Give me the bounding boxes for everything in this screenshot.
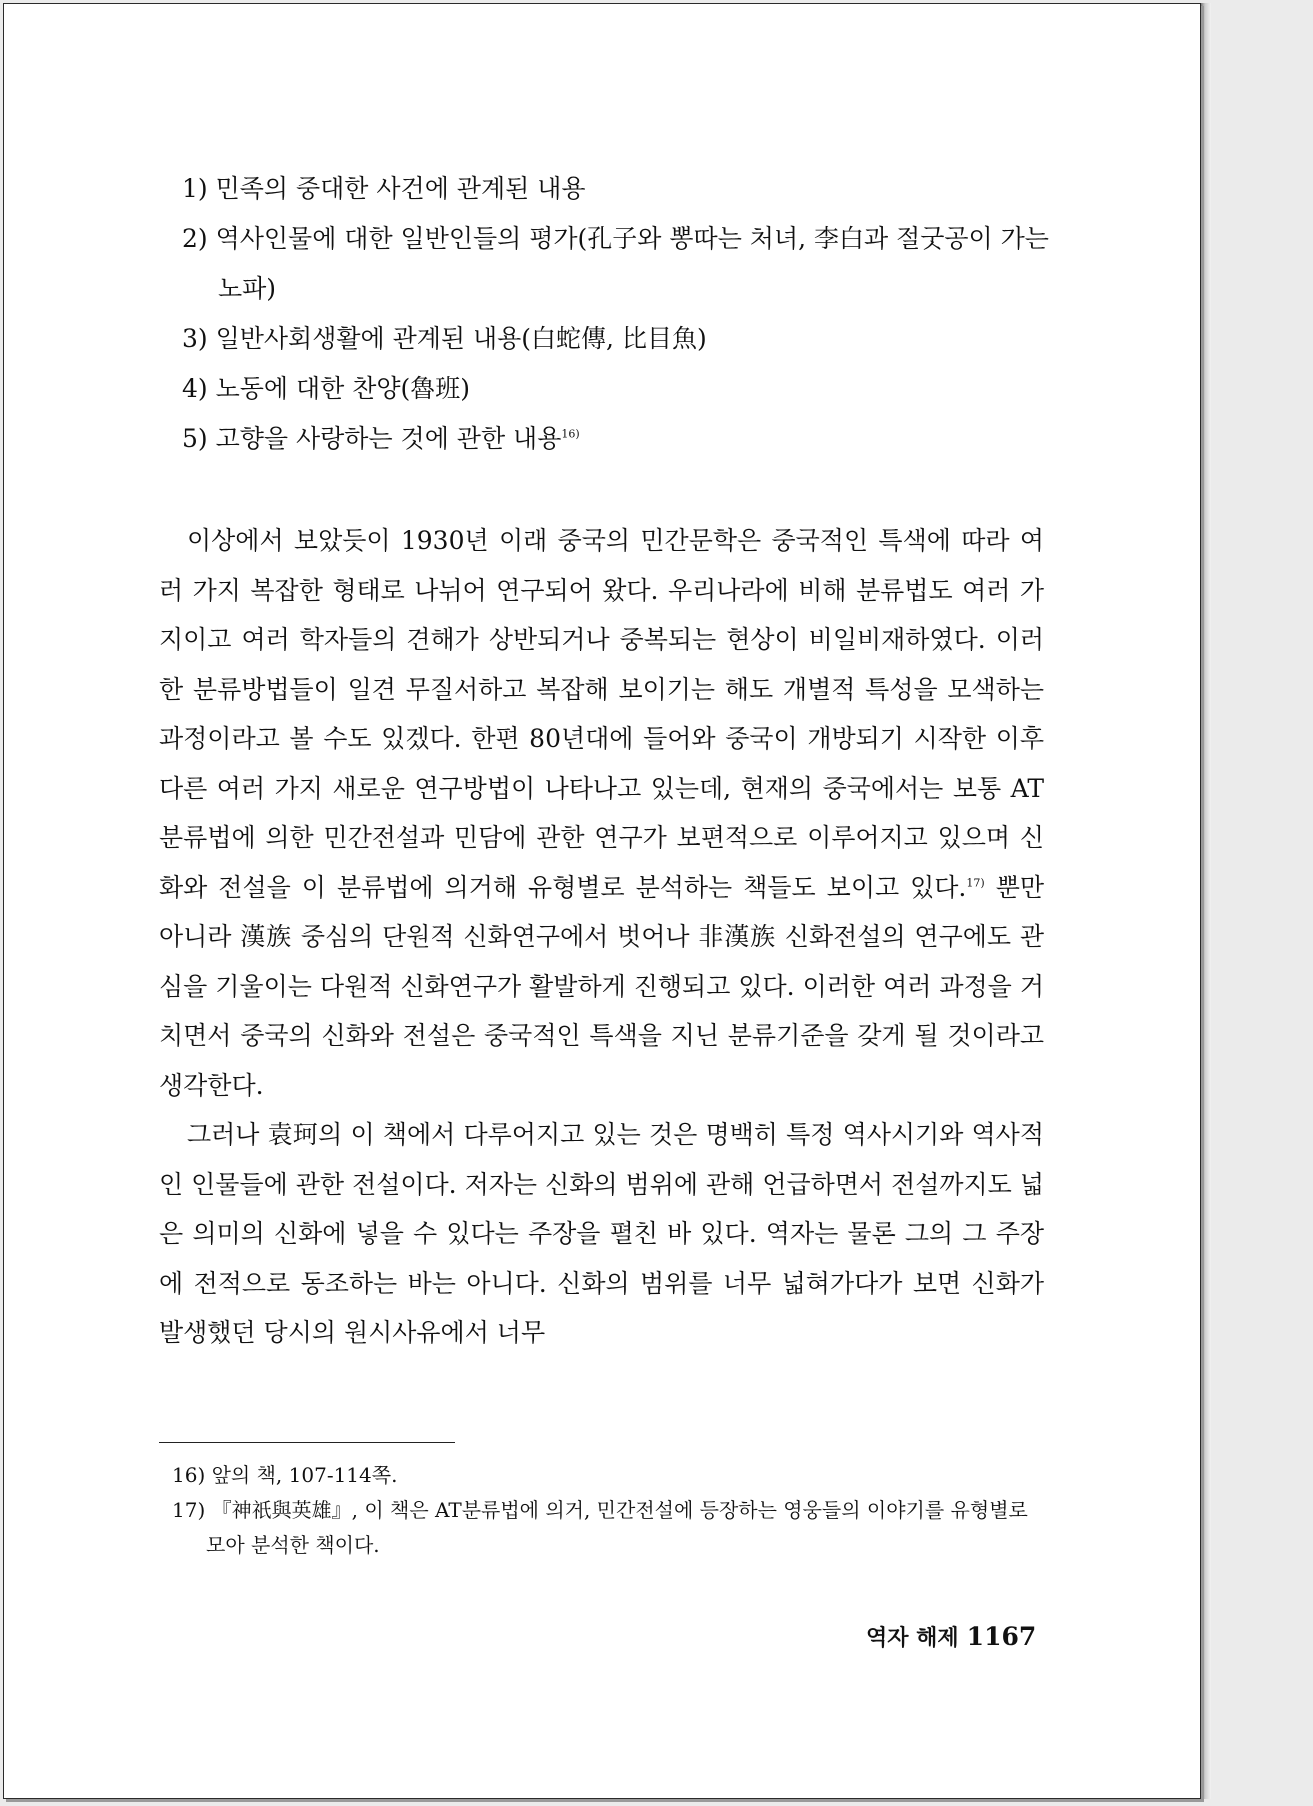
body-text [159,516,1044,1358]
paragraph-1-text-b: 뿐만 아니라 漢族 중심의 단원적 신화연구에서 벗어나 非漢族 신화전설의 연구에도 관심을 기울이는 다원적 신화연구가 활발하게 진행되고 있다. 이러한 여러 과정을 거치면서 중국의 신화와 전설은 중국적인 특색을 지닌 분류기준을 갖게 될 것이라고 생각한다. [159,872,1044,1100]
list-item-text: 4) 노동에 대한 찬양(魯班) [182,374,471,403]
numbered-list [182,164,1062,464]
paragraph-1-text-a: 이상에서 보았듯이 1930년 이래 중국의 민간문학은 중국적인 특색에 따라 여러 가지 복잡한 형태로 나뉘어 연구되어 왔다. 우리나라에 비해 분류법도 여러 가지이고 여러 학자들의 견해가 상반되거나 중복되는 현상이 비일비재하였다. 이러한 분류방법들이 일견 무질서하고 복잡해 보이기는 해도 개별적 특성을 모색하는 과정이라고 볼 수도 있겠다. 한편 80년대에 들어와 중국이 개방되기 시작한 이후 다른 여러 가지 새로운 연구방법이 나타나고 있는데, 현재의 중국에서는 보통 AT분류법에 의한 민간전설과 민담에 관한 연구가 보편적으로 이루어지고 있으며 신화와 전설을 이 분류법에 의거해 유형별로 분석하는 책들도 보이고 있다. [159,526,1044,902]
running-footer-label: 역자 해제 [866,1625,959,1651]
page-number: 1167 [966,1622,1037,1651]
page-edge-shadow [1201,3,1211,1799]
list-item-text: 3) 일반사회생활에 관계된 내용(白蛇傳, 比目魚) [182,324,707,353]
list-item [182,214,1062,314]
footnote-16: 16) 앞의 책, 107-114쪽. [172,1463,398,1487]
page-footer [866,1621,1036,1652]
footnote-divider [159,1442,455,1443]
list-item [182,314,1062,364]
list-item-text: 5) 고향을 사랑하는 것에 관한 내용 [182,424,562,453]
list-item [182,164,1062,214]
footnote-ref-17: 17) [966,876,985,890]
footnote-17: 17) 『神祇與英雄』, 이 책은 AT분류법에 의거, 민간전설에 등장하는 영웅들의 이야기를 유형별로 모아 분석한 책이다. [172,1498,1028,1557]
paragraph-1 [159,516,1044,1110]
document-page [3,3,1201,1799]
footnotes [172,1458,1052,1563]
list-item [182,364,1062,414]
list-item [182,414,1062,464]
footnote-ref-16: 16) [561,427,580,441]
list-item-text: 2) 역사인물에 대한 일반인들의 평가(孔子와 뽕따는 처녀, 李白과 절굿공이 가는 노파) [182,224,1049,303]
paragraph-2: 그러나 袁珂의 이 책에서 다루어지고 있는 것은 명백히 특정 역사시기와 역사적인 인물들에 관한 전설이다. 저자는 신화의 범위에 관해 언급하면서 전설까지도 넓은 의미의 신화에 넣을 수 있다는 주장을 펼친 바 있다. 역자는 물론 그의 그 주장에 전적으로 동조하는 바는 아니다. 신화의 범위를 너무 넓혀가다가 보면 신화가 발생했던 당시의 원시사유에서 너무 [159,1120,1044,1347]
list-item-text: 1) 민족의 중대한 사건에 관계된 내용 [182,174,586,203]
